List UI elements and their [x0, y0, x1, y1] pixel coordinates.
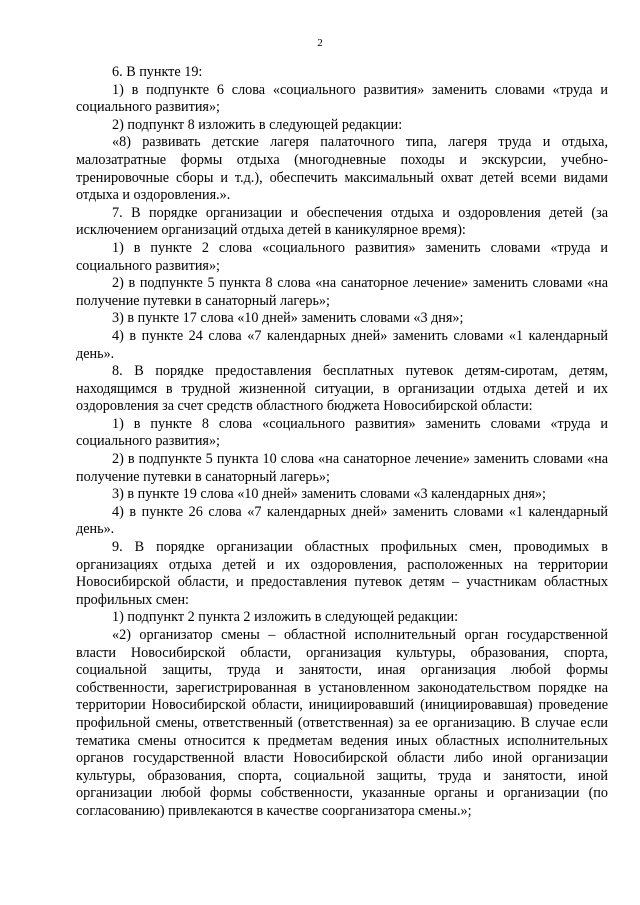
paragraph-6-heading: 6. В пункте 19: [112, 64, 203, 80]
paragraph-7-item-3: 3) в пункте 17 слова «10 дней» заменить словами «3 дня»; [112, 310, 464, 327]
paragraph-9-item-1: 1) подпункт 2 пункта 2 изложить в следующей редакции: [112, 609, 459, 626]
paragraph-7-item-4: 4) в пункте 24 слова «7 календарных дней» заменить словами «1 календарный день». [76, 327, 608, 362]
paragraph-8-item-2: 2) в подпункте 5 пункта 10 слова «на санаторное лечение» заменить словами «на получение путевки в санаторный лагерь»; [76, 451, 608, 485]
document-body [76, 64, 608, 821]
paragraph-7-heading: 7. В порядке организации и обеспечения отдыха и оздоровления детей (за исключением организаций отдыха детей в каникулярное время): [76, 204, 608, 239]
paragraph-6-item-2: 2) подпункт 8 изложить в следующей редакции: [112, 116, 403, 133]
page-number: 2 [317, 37, 323, 49]
paragraph-6-quote: «8) развивать детские лагеря палаточного типа, лагеря труда и отдыха, малозатратные формы отдыха (многодневные походы и экскурсии, учебно-тренировочные сборы и т.д.), обеспечить максимальный охват детей всеми видами отдыха и оздоровления.». [76, 134, 608, 204]
paragraph-9-heading: 9. В порядке организации областных профильных смен, проводимых в организациях отдыха детей и их оздоровления, расположенных на территории Новосибирской области, и предоставления путевок детям – участникам областных профильных смен: [76, 539, 608, 608]
paragraph-8-item-4: 4) в пункте 26 слова «7 календарных дней» заменить словами «1 календарный день». [76, 503, 608, 538]
paragraph-8-item-3: 3) в пункте 19 слова «10 дней» заменить словами «3 календарных дня»; [112, 486, 546, 503]
paragraph-7-item-1: 1) в пункте 2 слова «социального развития» заменить словами «труда и социального развития»; [76, 239, 608, 274]
paragraph-8-heading: 8. В порядке предоставления бесплатных путевок детям-сиротам, детям, находящимся в трудной жизненной ситуации, в организации отдыха детей и их оздоровления за счет средств областного бюджета Новосибирской области: [76, 363, 608, 415]
paragraph-6-item-1: 1) в подпункте 6 слова «социального развития» заменить словами «труда и социального развития»; [76, 81, 608, 116]
paragraph-9-quote: «2) организатор смены – областной исполнительный орган государственной власти Новосибирской области, организация культуры, образования, спорта, социальной защиты, труда и занятости, иная организация любой формы собственности, зарегистрированная в установленном законодательством порядке на территории Новосибирской области, инициировавший (инициировавшая) проведение профильной смены, ответственный (ответственная) за ее организацию. В случае если тематика смены относится к предметам ведения иных областных исполнительных органов государственной власти Новосибирской области либо иной организации культуры, образования, спорта, социальной защиты, труда и занятости, иной организации любой формы собственности, указанные органы и организации (по согласованию) привлекаются в качестве соорганизатора смены.»; [76, 627, 608, 819]
paragraph-7-item-2: 2) в подпункте 5 пункта 8 слова «на санаторное лечение» заменить словами «на получение путевки в санаторный лагерь»; [76, 275, 608, 309]
paragraph-8-item-1: 1) в пункте 8 слова «социального развития» заменить словами «труда и социального развития»; [76, 415, 608, 450]
